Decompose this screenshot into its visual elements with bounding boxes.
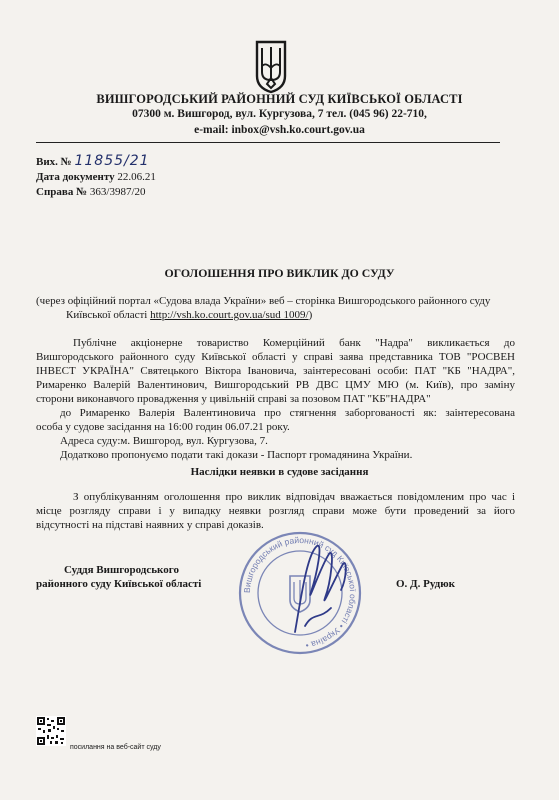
- judge-title-line-2: районного суду Київської області: [36, 578, 202, 590]
- document-title: ОГОЛОШЕННЯ ПРО ВИКЛИК ДО СУДУ: [164, 266, 395, 280]
- trident-emblem-icon: [254, 38, 288, 94]
- qr-caption: посилання на веб-сайт суду: [70, 744, 161, 751]
- outgoing-number: Вих. № 11855/21: [36, 153, 150, 169]
- portal-link[interactable]: http://vsh.ko.court.gov.ua/sud 1009/: [150, 309, 309, 321]
- portal-line-1: (через офіційний портал «Судова влада України» веб – сторінка Вишгородського районного суду: [36, 295, 491, 307]
- court-email[interactable]: e-mail: inbox@vsh.ko.court.gov.ua: [194, 124, 365, 136]
- judge-name: О. Д. Рудюк: [396, 578, 455, 590]
- consequences-title: Наслідки неявки в судове засідання: [190, 466, 369, 478]
- document-date: Дата документу 22.06.21: [36, 171, 156, 183]
- consequences-line-1: З опублікуванням оголошення про виклик відповідач вважається повідомленим про час і: [73, 491, 515, 503]
- body-line-4: Римаренко Валерій Валентинович, Вишгородський РВ ДВС ЦМУ МЮ (м. Київ), про заміну: [36, 379, 515, 391]
- body-line-1: Публічне акціонерне товариство Комерційний банк "Надра" викликається до: [73, 337, 515, 349]
- court-stamp-icon: [235, 528, 365, 658]
- court-name: ВИШГОРОДСЬКИЙ РАЙОННИЙ СУД КИЇВСЬКОЇ ОБЛАСТІ: [96, 92, 463, 106]
- body-line-5: сторони виконавчого провадження у цивільній справі за позовом ПАТ "КБ"НАДРА": [36, 393, 431, 405]
- body-line-6: до Римаренко Валерія Валентиновича про стягнення заборгованості як: заінтересована: [60, 407, 515, 419]
- court-address-line: Адреса суду:м. Вишгород, вул. Кургузова, 7.: [60, 435, 268, 447]
- qr-code-icon[interactable]: [36, 716, 66, 746]
- body-line-7: особа у судове засідання на 16:00 годин 06.07.21 року.: [36, 421, 290, 433]
- judge-title-line-1: Суддя Вишгородського: [64, 564, 179, 576]
- evidence-line: Додатково пропонуємо подати такі докази - Паспорт громадянина України.: [60, 449, 413, 461]
- outgoing-number-handwritten: 11855/21: [74, 153, 150, 169]
- case-number: Справа № 363/3987/20: [36, 186, 146, 198]
- stamp-ring-text: Вишгородський районний суд Київської області • Україна •: [241, 534, 359, 651]
- consequences-line-3: відсутності на підставі наявних у справі доказів.: [36, 519, 264, 531]
- portal-line-2: Київської області http://vsh.ko.court.gov.ua/sud 1009/): [66, 309, 313, 321]
- body-line-2: Вишгородського районного суду Київської області у справі заява представника ТОВ "РОСВЕН: [36, 351, 515, 363]
- header-divider: [36, 142, 500, 143]
- court-address: 07300 м. Вишгород, вул. Кургузова, 7 тел. (045 96) 22-710,: [132, 108, 427, 120]
- body-line-3: ІНВЕСТ УКРАЇНА" Святецького Віктора Івановича, заінтересовані особи: ПАТ "КБ "НАДРА",: [36, 365, 515, 377]
- consequences-line-2: місце розгляду справи і у випадку неявки розгляд справи може бути проведений за його: [36, 505, 515, 517]
